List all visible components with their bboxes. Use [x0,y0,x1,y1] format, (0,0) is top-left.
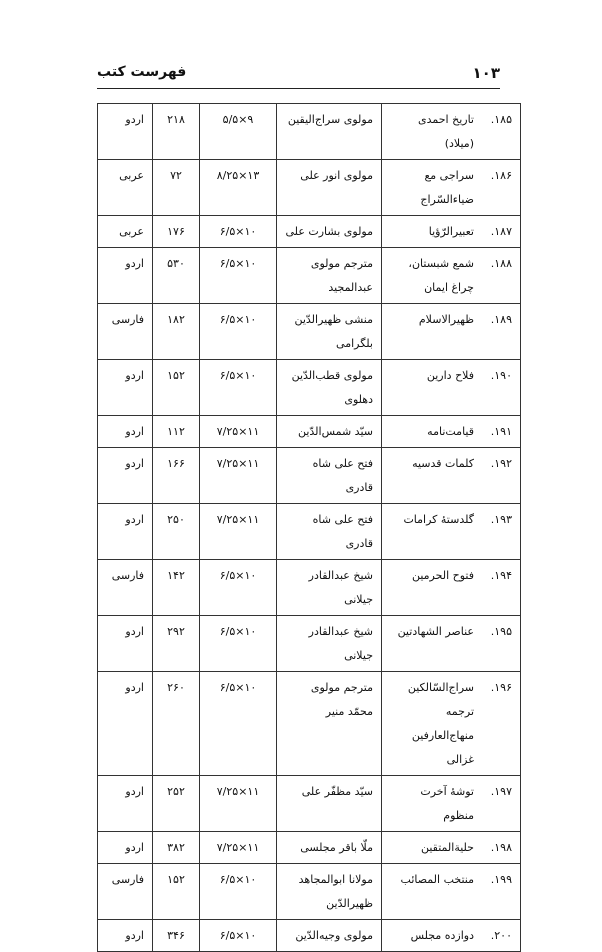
table-row [98,776,521,832]
catalog-body [98,104,521,952]
page-count: ۳۸۲ [153,832,200,864]
entry-number: ۱۹۷. [482,776,521,832]
book-author: شیخ عبدالقادر جیلانی [277,560,382,616]
page-count: ۱۵۲ [153,864,200,920]
page-count: ۲۵۰ [153,504,200,560]
book-title: توشهٔ آخرت منظوم [382,776,483,832]
book-title: شمع شبستان، چراغ ایمان [382,248,483,304]
book-author: مولوی سراج‌الیقین [277,104,382,160]
table-row [98,616,521,672]
book-size: ۱۰×۶/۵ [200,864,277,920]
entry-number: ۱۹۲. [482,448,521,504]
entry-number: ۱۸۷. [482,216,521,248]
table-row [98,920,521,952]
book-size: ۱۰×۶/۵ [200,360,277,416]
table-row [98,448,521,504]
book-title: قیامت‌نامه [382,416,483,448]
page-count: ۱۱۲ [153,416,200,448]
book-author: منشی ظهیرالدّین بلگرامی [277,304,382,360]
table-row [98,832,521,864]
book-language: اردو [98,104,153,160]
table-row [98,560,521,616]
table-row [98,160,521,216]
book-author: مترجم مولوی عبدالمجید [277,248,382,304]
page-count: ۱۷۶ [153,216,200,248]
book-size: ۱۱×۷/۲۵ [200,416,277,448]
page-number: ۱۰۳ [472,64,500,82]
table-row [98,216,521,248]
table-row [98,304,521,360]
book-author: ملّا باقر مجلسی [277,832,382,864]
book-title: حلیةالمتقین [382,832,483,864]
book-language: اردو [98,920,153,952]
book-size: ۱۱×۷/۲۵ [200,448,277,504]
book-language: اردو [98,672,153,776]
book-author: مولانا ابوالمجاهد ظهیرالدّین [277,864,382,920]
table-row [98,864,521,920]
book-author: سیّد مظفّر علی [277,776,382,832]
table-row [98,416,521,448]
entry-number: ۱۹۰. [482,360,521,416]
entry-number: ۱۹۵. [482,616,521,672]
entry-number: ۱۹۹. [482,864,521,920]
book-size: ۱۰×۶/۵ [200,616,277,672]
page-count: ۱۸۲ [153,304,200,360]
book-author: فتح علی شاه قادری [277,504,382,560]
page-title: فهرست کتب [97,64,187,80]
page-count: ۷۲ [153,160,200,216]
entry-number: ۱۹۶. [482,672,521,776]
entry-number: ۱۹۱. [482,416,521,448]
page-count: ۱۵۲ [153,360,200,416]
book-title: تاریخ احمدی (میلاد) [382,104,483,160]
page-count: ۱۶۶ [153,448,200,504]
book-size: ۹×۵/۵ [200,104,277,160]
page-count: ۲۱۸ [153,104,200,160]
book-language: اردو [98,360,153,416]
book-language: اردو [98,776,153,832]
book-title: گلدستهٔ کرامات [382,504,483,560]
book-catalog-table [97,103,521,952]
book-title: سراج‌السّالکین ترجمه منهاج‌العارفین غزالی [382,672,483,776]
page-count: ۲۵۲ [153,776,200,832]
book-language: عربی [98,216,153,248]
book-size: ۱۰×۶/۵ [200,304,277,360]
entry-number: ۱۸۵. [482,104,521,160]
page-header [97,62,500,89]
book-size: ۱۰×۶/۵ [200,920,277,952]
book-language: اردو [98,616,153,672]
book-language: فارسی [98,304,153,360]
book-author: مولوی انور علی [277,160,382,216]
page-count: ۵۳۰ [153,248,200,304]
book-title: دوازده مجلس [382,920,483,952]
book-size: ۱۱×۷/۲۵ [200,832,277,864]
book-size: ۱۰×۶/۵ [200,560,277,616]
book-author: مولوی وجیه‌الدّین [277,920,382,952]
entry-number: ۱۹۳. [482,504,521,560]
book-size: ۱۱×۷/۲۵ [200,776,277,832]
book-language: فارسی [98,864,153,920]
book-size: ۱۱×۷/۲۵ [200,504,277,560]
book-language: عربی [98,160,153,216]
book-title: عناصر الشهادتین [382,616,483,672]
book-author: شیخ عبدالقادر جیلانی [277,616,382,672]
entry-number: ۱۸۸. [482,248,521,304]
book-size: ۱۰×۶/۵ [200,216,277,248]
entry-number: ۱۹۸. [482,832,521,864]
entry-number: ۱۹۴. [482,560,521,616]
table-row [98,672,521,776]
book-title: فلاح دارین [382,360,483,416]
page-count: ۲۹۲ [153,616,200,672]
page-count: ۳۴۶ [153,920,200,952]
book-title: منتخب المصائب [382,864,483,920]
book-language: اردو [98,248,153,304]
table-row [98,504,521,560]
book-language: اردو [98,832,153,864]
book-author: مولوی بشارت علی [277,216,382,248]
book-title: کلمات قدسیه [382,448,483,504]
page-count: ۱۴۲ [153,560,200,616]
book-size: ۱۰×۶/۵ [200,248,277,304]
book-author: مولوی قطب‌الدّین دهلوی [277,360,382,416]
book-size: ۱۰×۶/۵ [200,672,277,776]
book-language: اردو [98,504,153,560]
book-author: فتح علی شاه قادری [277,448,382,504]
table-row [98,248,521,304]
table-row [98,104,521,160]
entry-number: ۱۸۹. [482,304,521,360]
page-count: ۲۶۰ [153,672,200,776]
book-language: اردو [98,448,153,504]
book-size: ۱۳×۸/۲۵ [200,160,277,216]
book-title: سراجی مع ضیاءالسّراج [382,160,483,216]
book-author: سیّد شمس‌الدّین [277,416,382,448]
table-row [98,360,521,416]
book-language: اردو [98,416,153,448]
book-author: مترجم مولوی محمّد منیر [277,672,382,776]
book-title: فتوح الحرمین [382,560,483,616]
book-title: ظهیرالاسلام [382,304,483,360]
book-title: تعبیرالرّؤیا [382,216,483,248]
entry-number: ۱۸۶. [482,160,521,216]
book-language: فارسی [98,560,153,616]
entry-number: ۲۰۰. [482,920,521,952]
